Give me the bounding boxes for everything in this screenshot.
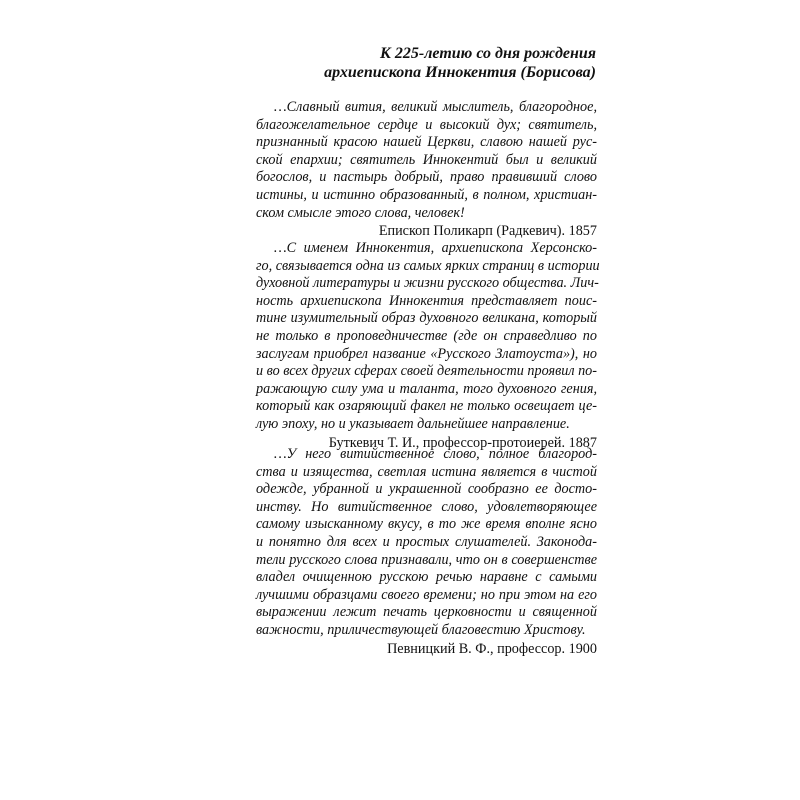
quote-line: заслугам приобрел название «Русского Златоуста»), но: [256, 345, 597, 362]
quote-line: …Славный вития, великий мыслитель, благородное,: [274, 99, 597, 115]
heading-line-2: архиепископа Иннокентия (Борисова): [324, 64, 596, 81]
quote-block-butkevich: [256, 240, 600, 452]
quote-attribution: Епископ Поликарп (Радкевич). 1857: [378, 223, 597, 240]
heading-line-1: К 225-летию со дня рождения: [380, 45, 596, 62]
quote-line: выражении лежит печать церковности и священной: [256, 604, 597, 621]
quote-line: важности, приличествующей благовестию Христову.: [256, 621, 586, 638]
quote-line: одежде, убранной и украшенной сообразно ее досто-: [256, 481, 597, 498]
quote-block-polikarp: [256, 99, 597, 241]
quote-line: благожелательное сердце и высокий дух; святитель,: [256, 116, 597, 133]
quote-line: инству. Но витийственное слово, удовлетворяющее: [256, 498, 597, 515]
quote-line: духовной литературы и жизни русского общества. Лич-: [256, 275, 599, 292]
quote-line: …С именем Иннокентия, архиепископа Херсонско-: [274, 240, 597, 256]
quote-line: тели русского слова признавали, что он в совершенстве: [256, 551, 597, 568]
quote-line: самому изысканному вкусу, в то же время вполне ясно: [256, 516, 597, 533]
quote-line: ской епархии; святитель Иннокентий был и великий: [256, 151, 597, 168]
quote-line: не только в проповедничестве (где он справедливо по: [256, 327, 597, 344]
quote-attribution: Певницкий В. Ф., профессор. 1900: [387, 640, 597, 657]
quote-line: …У него витийственное слово, полное благород-: [274, 446, 597, 462]
quote-line: ражающую силу ума и таланта, того духовного гения,: [256, 380, 597, 397]
quote-line: истины, и истинно образованный, в полном, христиан-: [256, 186, 597, 203]
quote-line: и во всех других сферах своей деятельности проявил по-: [256, 363, 597, 380]
quote-line: который как озаряющий факел не только освещает це-: [256, 398, 597, 415]
quote-line: го, связывается одна из самых ярких страниц в истории: [256, 257, 600, 274]
quote-line: ском смысле этого слова, человек!: [256, 204, 465, 221]
quote-line: лучшими образцами своего времени; но при этом на его: [256, 586, 597, 603]
quote-line: признанный красою нашей Церкви, славою нашей рус-: [256, 134, 597, 151]
quote-line: тине изумительный образ духовного великана, который: [256, 310, 597, 327]
quote-text: [256, 446, 597, 640]
quote-line: ность архиепископа Иннокентия представляет поис-: [256, 292, 597, 309]
quote-line: ства и изящества, светлая истина является в чистой: [256, 463, 597, 480]
quote-line: владел очищенною русскою речью наравне с самыми: [256, 569, 597, 586]
quote-line: и понятно для всех и простых слушателей. Законода-: [256, 533, 597, 550]
quote-text: [256, 240, 600, 434]
quote-block-pevnitsky: [256, 446, 597, 658]
quote-line: лую эпоху, но и указывает дальнейшее направление.: [256, 415, 570, 432]
page-heading: [324, 44, 596, 82]
quote-line: богослов, и пастырь добрый, право правивший слово: [256, 169, 597, 186]
quote-text: [256, 99, 597, 222]
quote-attribution: Буткевич Т. И., профессор-протоиерей. 1887: [328, 434, 597, 451]
